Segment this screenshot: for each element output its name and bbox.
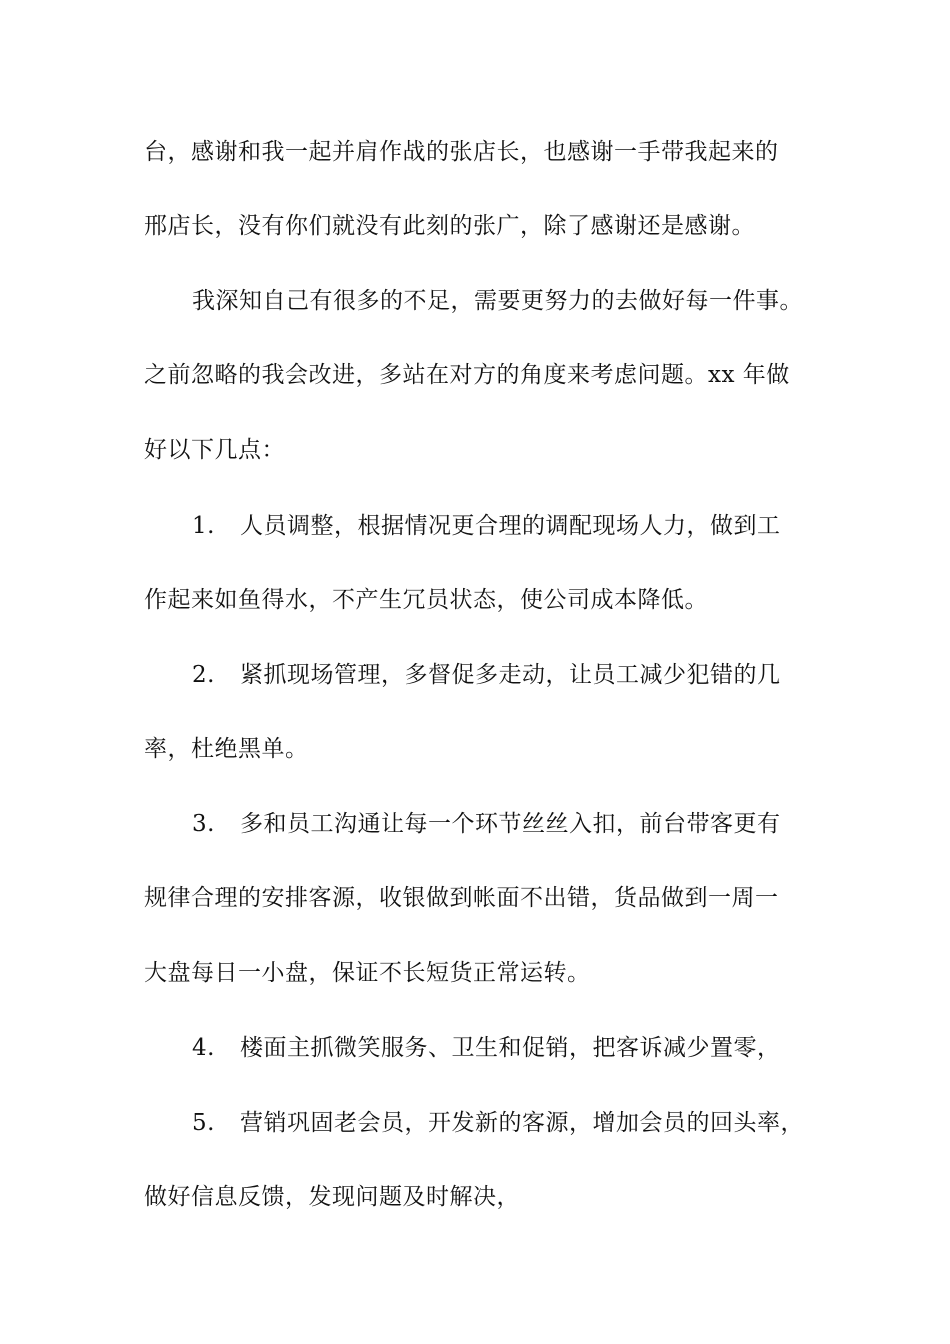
list-item-text: 楼面主抓微笑服务、卫生和促销，把客诉减少置零，	[240, 1035, 781, 1061]
list-number: 5.	[192, 1110, 215, 1136]
text-line: 规律合理的安排客源，收银做到帐面不出错，货品做到一周一	[144, 885, 779, 911]
list-item-2	[192, 660, 862, 690]
list-item-1	[192, 511, 862, 541]
list-number: 4.	[192, 1035, 215, 1061]
list-number: 1.	[192, 513, 215, 539]
list-item-5	[192, 1108, 862, 1138]
text-line: 做好信息反馈，发现问题及时解决，	[144, 1184, 520, 1210]
list-item-text: 人员调整，根据情况更合理的调配现场人力，做到工	[240, 513, 781, 539]
list-number: 2.	[192, 662, 215, 688]
text-line: 之前忽略的我会改进，多站在对方的角度来考虑问题。xx 年做	[144, 362, 790, 388]
text-line: 好以下几点：	[144, 437, 285, 463]
text-line: 率，杜绝黑单。	[144, 736, 309, 762]
text-line: 大盘每日一小盘，保证不长短货正常运转。	[144, 960, 591, 986]
list-number: 3.	[192, 811, 215, 837]
text-line: 邢店长，没有你们就没有此刻的张广，除了感谢还是感谢。	[144, 213, 755, 239]
list-item-3	[192, 809, 862, 839]
list-item-text: 紧抓现场管理，多督促多走动，让员工减少犯错的几	[240, 662, 781, 688]
text-line: 作起来如鱼得水，不产生冗员状态，使公司成本降低。	[144, 587, 708, 613]
paragraph-start: 我深知自己有很多的不足，需要更努力的去做好每一件事。	[192, 288, 803, 314]
list-item-text: 多和员工沟通让每一个环节丝丝入扣，前台带客更有	[240, 811, 781, 837]
text-line: 台，感谢和我一起并肩作战的张店长，也感谢一手带我起来的	[144, 139, 779, 165]
list-item-4	[192, 1033, 862, 1063]
list-item-text: 营销巩固老会员，开发新的客源，增加会员的回头率，	[240, 1110, 804, 1136]
